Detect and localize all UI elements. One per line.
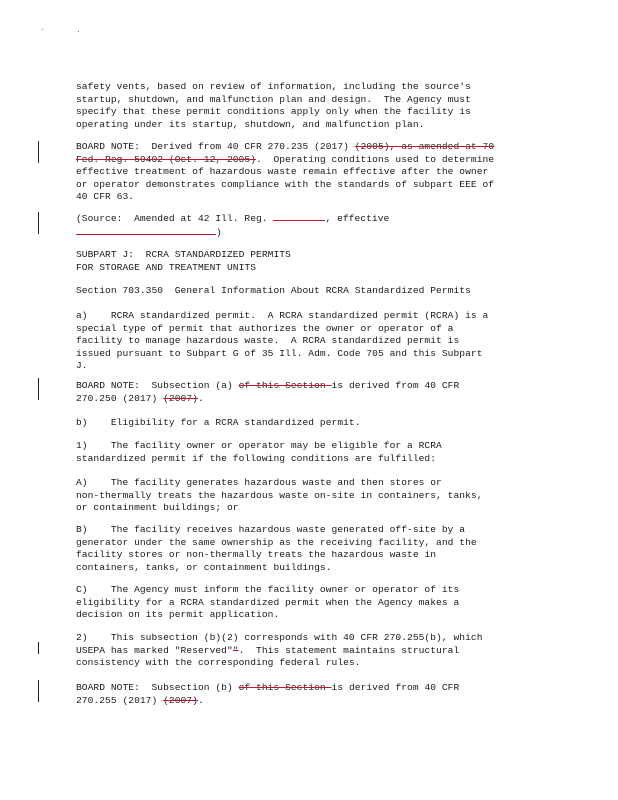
text-segment: USEPA has marked "Reserved" — [76, 644, 233, 656]
text-line: containers, tanks, or containment buildings. — [76, 561, 332, 573]
text-line: 40 CFR 63. — [76, 191, 135, 203]
deleted-text: (2005), as amended at 70 — [354, 141, 495, 152]
scan-speck — [78, 31, 79, 32]
text-line: issued pursuant to Subpart G of 35 Ill. Adm. Code 705 and this Subpart — [76, 347, 483, 359]
text-line: B) The facility receives hazardous waste generated off-site by a — [76, 524, 466, 535]
text-line: operating under its startup, shutdown, and malfunction plan. — [76, 118, 425, 130]
text-segment: 270.250 (2017) — [76, 392, 164, 404]
deleted-text: of this Section — [238, 682, 332, 693]
text-line: special type of permit that authorizes the owner or operator of a — [76, 322, 454, 334]
deleted-text: Fed. Reg. 59402 (Oct. 12, 2005) — [76, 153, 257, 165]
text-segment: is derived from 40 CFR — [331, 682, 460, 693]
subsection-b-1-C — [76, 584, 546, 622]
paragraph-continuation — [76, 81, 546, 131]
deleted-text: of this Section — [238, 380, 332, 391]
text-segment: BOARD NOTE: Subsection (b) — [76, 682, 239, 693]
text-line: FOR STORAGE AND TREATMENT UNITS — [76, 261, 257, 273]
text-line: a) RCRA standardized permit. A RCRA standardized permit (RCRA) is a — [76, 310, 489, 321]
text-segment: , effective — [325, 213, 390, 224]
subpart-heading — [76, 249, 546, 274]
subsection-a — [76, 310, 546, 373]
text-line: decision on its permit application. — [76, 609, 280, 621]
source-note — [76, 212, 546, 239]
text-line: A) The facility generates hazardous waste and then stores or — [76, 477, 442, 488]
text-line: facility to manage hazardous waste. A RCRA standardized permit is — [76, 335, 460, 347]
subsection-b-1-B — [76, 524, 546, 574]
text-line: SUBPART J: RCRA STANDARDIZED PERMITS — [76, 249, 291, 260]
text-line: eligibility for a RCRA standardized permit when the Agency makes a — [76, 596, 460, 608]
text-segment: ) — [216, 226, 222, 238]
subsection-b-1 — [76, 440, 546, 465]
deleted-text: (2007) — [163, 392, 198, 404]
deleted-text: " — [232, 644, 239, 656]
text-segment: (Source: Amended at 42 Ill. Reg. — [76, 213, 274, 224]
text-line: consistency with the corresponding federal rules. — [76, 657, 361, 669]
text-segment: is derived from 40 CFR — [331, 380, 460, 391]
text-line: Section 703.350 General Information About RCRA Standardized Permits — [76, 285, 471, 296]
text-segment: . This statement maintains structural — [238, 644, 460, 656]
board-note-1 — [76, 141, 546, 204]
text-line: safety vents, based on review of information, including the source's — [76, 81, 471, 92]
text-line: non-thermally treats the hazardous waste on-site in containers, tanks, — [76, 489, 483, 501]
reg-page-blank — [273, 212, 325, 221]
text-line: C) The Agency must inform the facility owner or operator of its — [76, 584, 460, 595]
text-segment: BOARD NOTE: Subsection (a) — [76, 380, 239, 391]
change-bar — [38, 378, 39, 400]
text-line: facility stores or non-thermally treats the hazardous waste in — [76, 549, 437, 561]
text-segment: . Operating conditions used to determine — [256, 153, 495, 165]
text-line: effective treatment of hazardous waste remain effective after the owner — [76, 166, 489, 178]
board-note-2 — [76, 380, 546, 405]
text-line: specify that these permit conditions apply only when the facility is — [76, 106, 471, 118]
effective-date-blank — [76, 226, 216, 235]
section-title — [76, 285, 546, 298]
text-line: 1) The facility owner or operator may be eligible for a RCRA — [76, 440, 442, 451]
subsection-b-2 — [76, 632, 546, 670]
text-line: J. — [76, 360, 88, 372]
text-line: b) Eligibility for a RCRA standardized permit. — [76, 417, 361, 428]
text-segment: . — [197, 392, 204, 404]
scan-speck — [42, 29, 43, 30]
text-line: standardized permit if the following conditions are fulfilled: — [76, 452, 437, 464]
deleted-text: (2007) — [163, 694, 198, 706]
text-line: 2) This subsection (b)(2) corresponds with 40 CFR 270.255(b), which — [76, 632, 483, 643]
text-line: startup, shutdown, and malfunction plan and design. The Agency must — [76, 93, 471, 105]
change-bar — [38, 642, 39, 654]
text-line: or containment buildings; or — [76, 502, 239, 514]
text-segment: BOARD NOTE: Derived from 40 CFR 270.235 (2017) — [76, 141, 355, 152]
change-bar — [38, 141, 39, 163]
text-line: or operator demonstrates compliance with the standards of subpart EEE of — [76, 178, 495, 190]
subsection-b-1-A — [76, 477, 546, 515]
board-note-3 — [76, 682, 546, 707]
change-bar — [38, 212, 39, 234]
change-bar — [38, 680, 39, 702]
text-segment: . — [197, 694, 204, 706]
text-line: generator under the same ownership as the receiving facility, and the — [76, 536, 477, 548]
text-segment: 270.255 (2017) — [76, 694, 164, 706]
subsection-b — [76, 417, 546, 430]
